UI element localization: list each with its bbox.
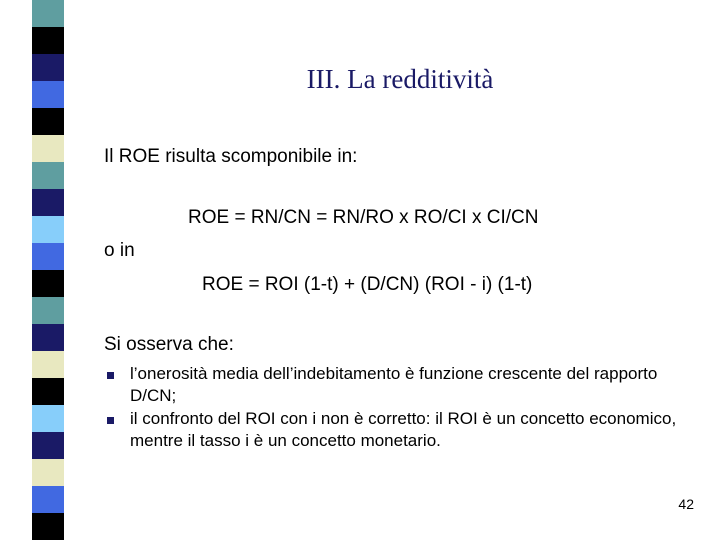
stripe-square <box>32 27 64 54</box>
list-item <box>104 408 694 452</box>
stripe-square <box>32 108 64 135</box>
stripe-square <box>32 270 64 297</box>
stripe-square <box>32 432 64 459</box>
observe-text: Si osserva che: <box>104 334 234 355</box>
stripe-square <box>32 297 64 324</box>
stripe-square <box>32 459 64 486</box>
stripe-square <box>32 216 64 243</box>
stripe-square <box>32 351 64 378</box>
page-number: 42 <box>678 496 694 512</box>
bullet-text: l’onerosità media dell’indebitamento è funzione crescente del rapporto D/CN; <box>130 364 658 405</box>
bullet-text: il confronto del ROI con i non è corretto: il ROI è un concetto economico, mentre il tasso i è un concetto monetario. <box>130 409 677 450</box>
bullet-square-icon <box>107 417 114 424</box>
stripe-square <box>32 243 64 270</box>
stripe-square <box>32 486 64 513</box>
formula-1: ROE = RN/CN = RN/RO x RO/CI x CI/CN <box>188 207 539 228</box>
list-item <box>104 363 694 407</box>
stripe-square <box>32 378 64 405</box>
stripe-square <box>32 513 64 540</box>
stripe-square <box>32 405 64 432</box>
stripe-square <box>32 135 64 162</box>
stripe-square <box>32 81 64 108</box>
stripe-square <box>32 54 64 81</box>
stripe-square <box>32 0 64 27</box>
stripe-square <box>32 162 64 189</box>
stripe-square <box>32 324 64 351</box>
or-text: o in <box>104 240 135 261</box>
stripe-square <box>32 189 64 216</box>
bullet-list <box>104 363 694 453</box>
slide-title: III. La redditività <box>306 64 494 94</box>
formula-2: ROE = ROI (1-t) + (D/CN) (ROI - i) (1-t) <box>202 274 533 295</box>
bullet-square-icon <box>107 372 114 379</box>
intro-text: Il ROE risulta scomponibile in: <box>104 146 358 167</box>
